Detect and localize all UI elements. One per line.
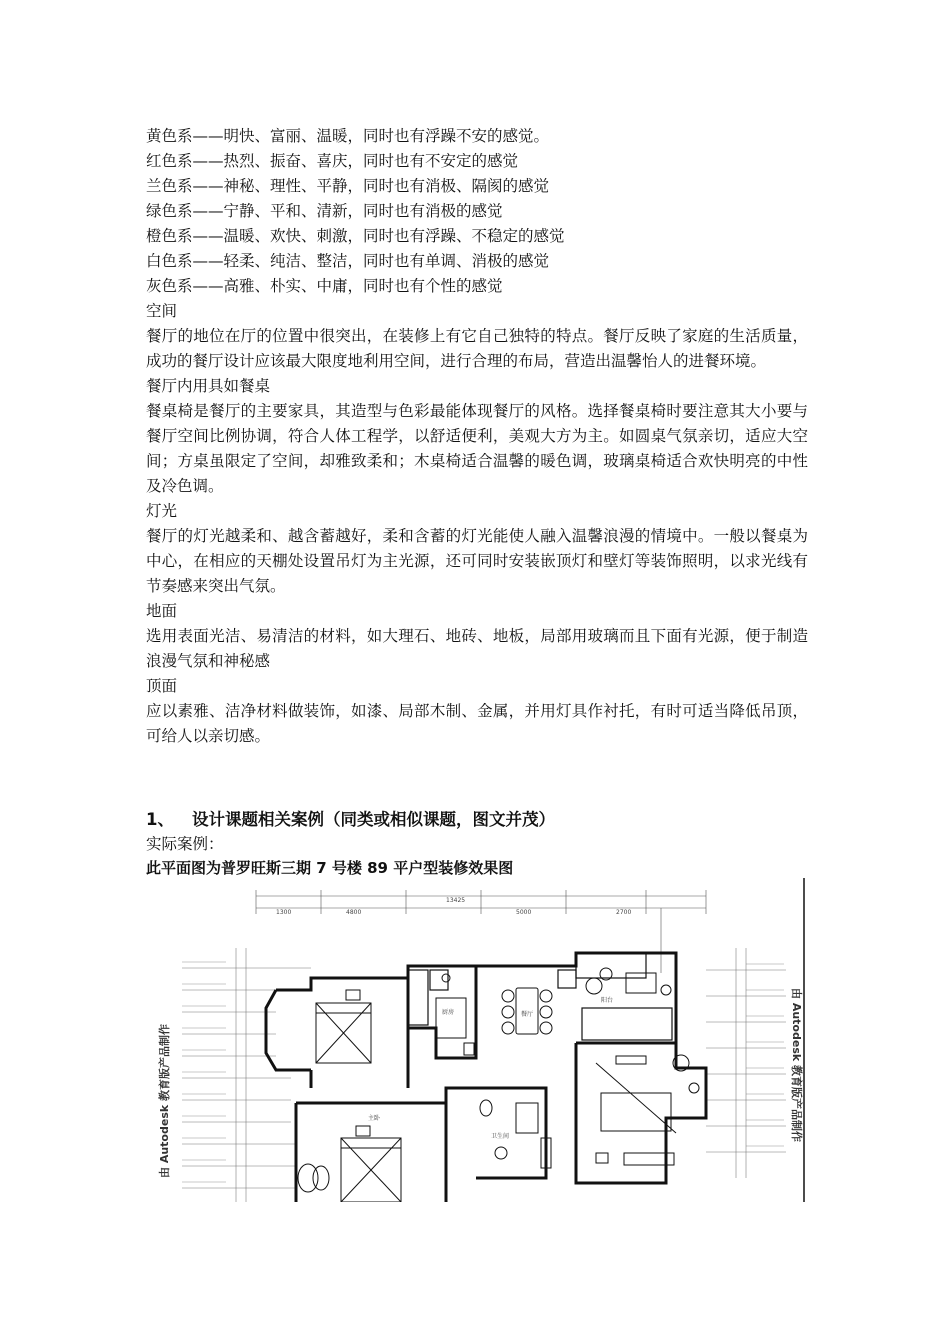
room-label-balcony: 阳台	[601, 997, 614, 1004]
section-label-furniture: 餐厅内用具如餐桌	[146, 377, 271, 395]
floor-plan-drawing	[146, 878, 810, 1202]
paragraph-floor: 选用表面光洁、易清洁的材料，如大理石、地砖、地板，局部用玻璃而且下面有光源，便于制造浪漫气氛和神秘感	[146, 627, 808, 670]
paragraph-lighting: 餐厅的灯光越柔和、越含蓄越好，柔和含蓄的灯光能使人融入温馨浪漫的情境中。一般以餐桌为中心，在相应的天棚处设置吊灯为主光源，还可同时安装嵌顶灯和壁灯等装饰照明，以求光线有节奏感来突出气氛。	[146, 527, 808, 595]
dim-b: 5000	[516, 909, 532, 916]
color-line-yellow: 黄色系——明快、富丽、温暖，同时也有浮躁不安的感觉。	[146, 127, 550, 145]
color-line-gray: 灰色系——高雅、朴实、中庸，同时也有个性的感觉	[146, 277, 503, 295]
section-label-lighting: 灯光	[146, 502, 178, 520]
section-label-space: 空间	[146, 302, 178, 320]
watermark-left: 由 Autodesk 教育版产品制作	[158, 1023, 171, 1178]
dim-total: 13425	[446, 897, 466, 904]
room-label-master-bedroom: 主卧	[368, 1115, 381, 1122]
room-label-dining: 餐厅	[521, 1011, 534, 1018]
dim-a: 4800	[346, 909, 362, 916]
floor-plan-image	[146, 878, 810, 1202]
color-line-white: 白色系——轻柔、纯洁、整洁，同时也有单调、消极的感觉	[146, 252, 550, 270]
paragraph-furniture: 餐桌椅是餐厅的主要家具，其造型与色彩最能体现餐厅的风格。选择餐桌椅时要注意其大小要与餐厅空间比例协调，符合人体工程学，以舒适便利，美观大方为主。如圆桌气氛亲切，适应大空间；方桌虽限定了空间，却雅致柔和；木桌椅适合温馨的暖色调，玻璃桌椅适合欢快明亮的中性及冷色调。	[146, 402, 808, 495]
case-label: 实际案例：	[146, 835, 224, 853]
section-title: 设计课题相关案例（同类或相似课题，图文并茂）	[191, 810, 555, 829]
color-line-green: 绿色系——宁静、平和、清新，同时也有消极的感觉	[146, 202, 503, 220]
body-text	[146, 124, 808, 749]
section-label-ceiling: 顶面	[146, 677, 178, 695]
color-line-blue: 兰色系——神秘、理性、平静，同时也有消极、隔阂的感觉	[146, 177, 550, 195]
paragraph-ceiling: 应以素雅、洁净材料做装饰，如漆、局部木制、金属，并用灯具作衬托，有时可适当降低吊顶，可给人以亲切感。	[146, 702, 808, 745]
room-label-kitchen: 厨房	[442, 1009, 455, 1016]
section-number: 1、	[146, 810, 174, 829]
color-line-red: 红色系——热烈、振奋、喜庆，同时也有不安定的感觉	[146, 152, 519, 170]
section-label-floor: 地面	[146, 602, 178, 620]
section-heading	[146, 806, 555, 830]
dim-d: 1300	[276, 909, 292, 916]
color-line-orange: 橙色系——温暖、欢快、刺激，同时也有浮躁、不稳定的感觉	[146, 227, 565, 245]
room-label-bathroom: 卫生间	[491, 1133, 510, 1140]
figure-caption: 此平面图为普罗旺斯三期 7 号楼 89 平户型装修效果图	[146, 859, 514, 877]
dim-c: 2700	[616, 909, 632, 916]
paragraph-space: 餐厅的地位在厅的位置中很突出，在装修上有它自己独特的特点。餐厅反映了家庭的生活质量，成功的餐厅设计应该最大限度地利用空间，进行合理的布局，营造出温馨怡人的进餐环境。	[146, 327, 808, 370]
watermark-right: 由 Autodesk 教育版产品制作	[790, 988, 803, 1143]
